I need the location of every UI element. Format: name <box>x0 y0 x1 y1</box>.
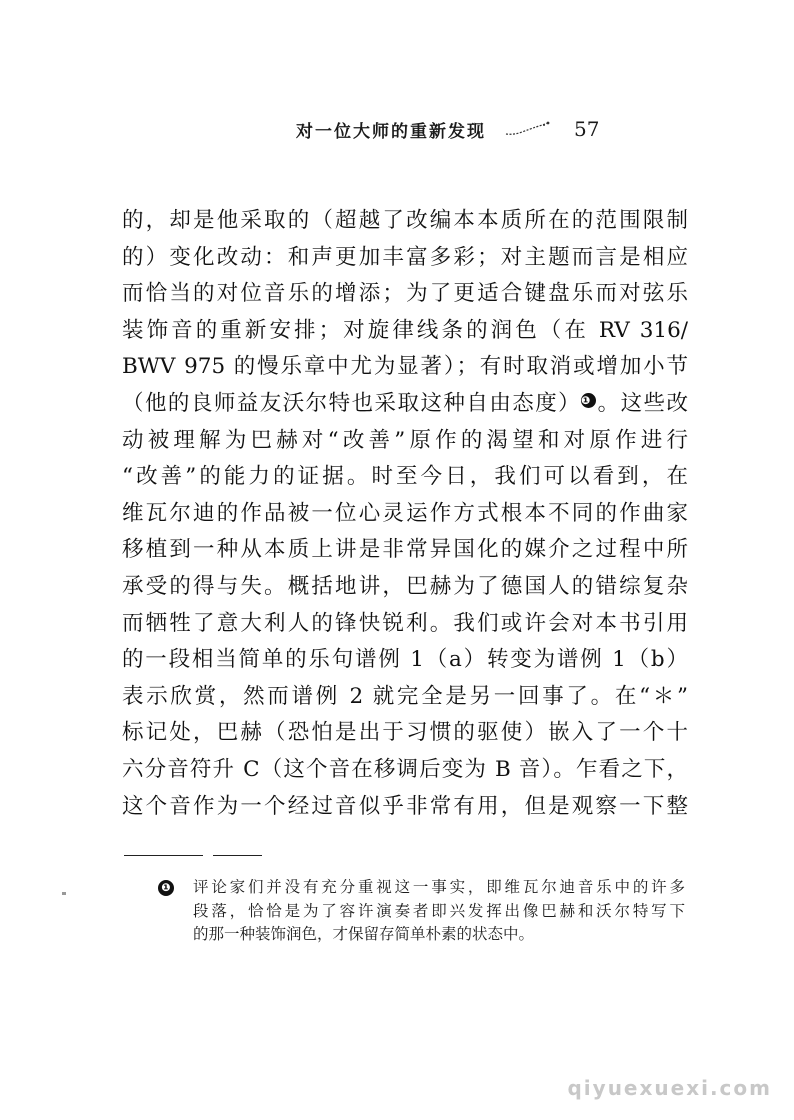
body-line: “改善”的能力的证据。时至今日，我们可以看到，在 <box>122 464 688 490</box>
footnote-line: 段落，恰恰是为了容许演奏者即兴发挥出像巴赫和沃尔特写下 <box>193 901 685 920</box>
body-line: 的）变化改动：和声更加丰富多彩；对主题而言是相应 <box>122 244 688 270</box>
body-text <box>122 203 688 825</box>
body-line: 承受的得与失。概括地讲，巴赫为了德国人的错综复杂 <box>122 573 688 599</box>
body-line: 六分音符升 C（这个音在移调后变为 B 音）。乍看之下， <box>122 756 688 782</box>
footnote <box>161 876 685 947</box>
body-line: 而恰当的对位音乐的增添；为了更适合键盘乐而对弦乐 <box>122 281 688 307</box>
body-line: 维瓦尔迪的作品被一位心灵运作方式根本不同的作曲家 <box>122 500 688 526</box>
page-number: 57 <box>574 117 600 141</box>
footnote-separator <box>124 855 262 856</box>
body-line-with-footnote-ref <box>122 386 688 423</box>
footnote-separator-gap <box>203 853 213 857</box>
body-line-text-continued: 。这些改 <box>596 390 688 416</box>
footnote-reference-icon[interactable]: ❶ <box>581 393 596 408</box>
body-line: 标记处，巴赫（恐怕是出于习惯的驱使）嵌入了一个十 <box>122 720 688 746</box>
body-line: BWV 975 的慢乐章中尤为显著）；有时取消或增加小节 <box>122 354 688 380</box>
body-line: 装饰音的重新安排；对旋律线条的润色（在 RV 316/ <box>122 317 688 343</box>
footnote-line: 的那一种装饰润色，才保留存简单朴素的状态中。 <box>193 925 535 943</box>
footnote-line: 评论家们并没有充分重视这一事实，即维瓦尔迪音乐中的许多 <box>193 878 685 896</box>
site-watermark: qiyuexuexi.com <box>567 1076 772 1100</box>
scan-speck <box>62 892 66 895</box>
body-line: 的，却是他采取的（超越了改编本本质所在的范围限制 <box>122 208 688 233</box>
body-line: 的一段相当简单的乐句谱例 1（a）转变为谱例 1（b） <box>122 647 688 673</box>
flourish-ornament-icon <box>504 119 552 139</box>
body-line: 而牺牲了意大利人的锋快锐利。我们或许会对本书引用 <box>122 610 688 636</box>
running-header <box>296 114 666 144</box>
body-line: 动被理解为巴赫对“改善”原作的渴望和对原作进行 <box>122 427 688 453</box>
body-line-text: （他的良师益友沃尔特也采取这种自由态度） <box>122 390 582 416</box>
footnote-marker-icon: ❶ <box>158 880 174 896</box>
body-line: 这个音作为一个经过音似乎非常有用，但是观察一下整 <box>122 793 688 819</box>
body-line: 表示欣赏，然而谱例 2 就完全是另一回事了。在“＊” <box>122 683 688 709</box>
running-title: 对一位大师的重新发现 <box>296 121 486 142</box>
body-line: 移植到一种从本质上讲是非常异国化的媒介之过程中所 <box>122 537 688 563</box>
